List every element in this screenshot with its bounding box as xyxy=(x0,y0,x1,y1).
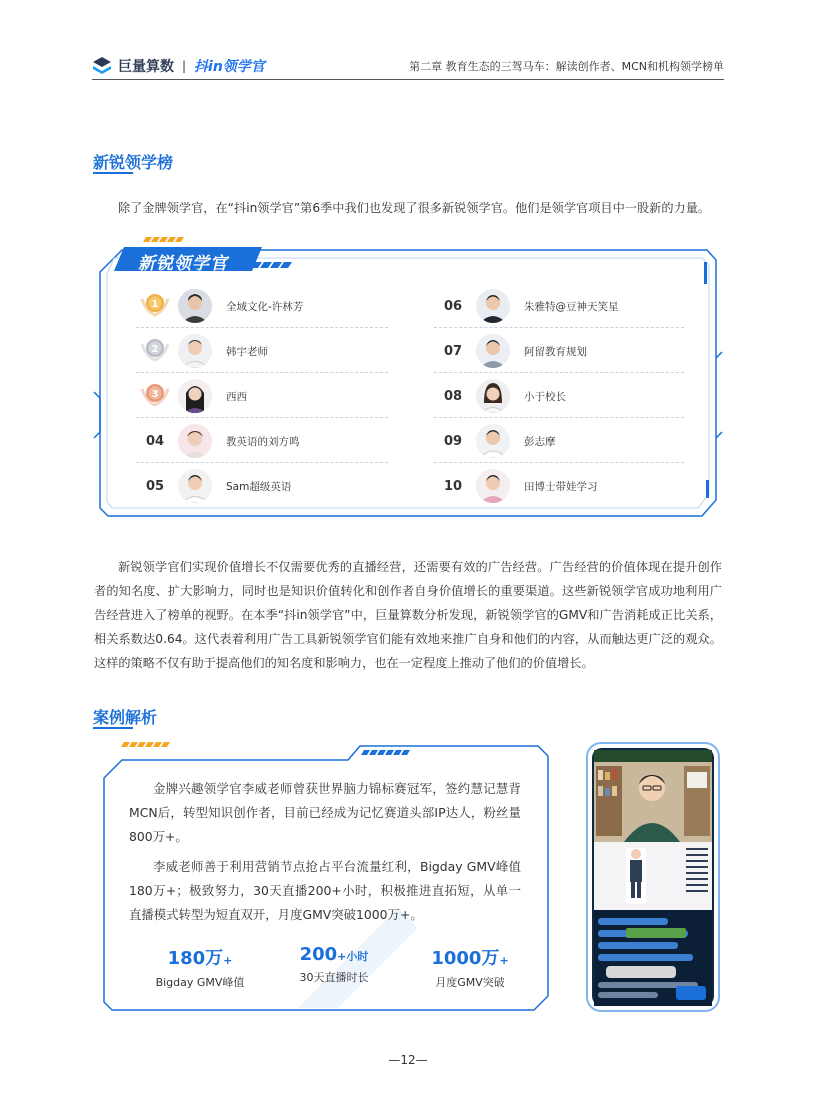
stat-live-hours xyxy=(272,944,396,985)
rank-row-10 xyxy=(434,469,598,503)
body-paragraph: 新锐领学官们实现价值增长不仅需要优秀的直播经营，还需要有效的广告经营。广告经营的价值体现在提升创作者的知名度、扩大影响力，同时也是知识价值转化和创作者自身价值增长的重要渠道。这些新锐领学官成功地利用广告经营进入了榜单的视野。在本季“抖in领学官”中，巨量算数分析发现，新锐领学官的GMV和广告消耗成正比关系，相关系数达0.64。这代表着利用广告工具新锐领学官们能有效地来推广自身和他们的内容，从而触达更广泛的观众。这样的策略不仅有助于提高他们的知名度和影响力，也在一定程度上推动了他们的价值增长。 xyxy=(94,560,722,670)
section-intro: 除了金牌领学官，在“抖in领学官”第6季中我们也发现了很多新锐领学官。他们是领学官项目中一股新的力量。 xyxy=(118,201,711,215)
stat-label: 30天直播时长 xyxy=(299,971,369,984)
row-divider xyxy=(136,417,388,418)
rank-row-3 xyxy=(136,379,247,413)
rank-row-2 xyxy=(136,334,268,368)
svg-text:3: 3 xyxy=(151,389,159,400)
rank-number: 07 xyxy=(443,343,463,359)
row-divider xyxy=(434,462,684,463)
creator-name: 韩宇老师 xyxy=(226,345,268,358)
medal-gold-icon xyxy=(136,289,174,323)
stat-label: 月度GMV突破 xyxy=(435,976,505,989)
brand-name: 巨量算数 xyxy=(118,59,174,75)
stat-value: 1000万+ xyxy=(431,948,509,969)
rank-row-4 xyxy=(136,424,300,458)
creator-name: 小于校长 xyxy=(524,390,566,403)
logo-separator: | xyxy=(182,59,187,73)
page-number: —12— xyxy=(388,1053,428,1067)
rank-row-1 xyxy=(136,289,303,323)
avatar xyxy=(476,469,510,503)
row-divider xyxy=(434,372,684,373)
stat-monthly-gmv xyxy=(408,944,532,990)
rank-row-9 xyxy=(434,424,556,458)
rank-row-5 xyxy=(136,469,291,503)
rank-number: 04 xyxy=(145,433,165,449)
rank-number: 06 xyxy=(443,298,463,314)
row-divider xyxy=(136,327,388,328)
svg-text:2: 2 xyxy=(151,344,159,355)
phone-screenshot-image xyxy=(586,742,720,1012)
creator-name: 西西 xyxy=(226,390,247,403)
creator-name: 教英语的刘方鸣 xyxy=(226,435,300,448)
creator-name: 阿留教育规划 xyxy=(524,345,587,358)
avatar xyxy=(178,469,212,503)
header-logo xyxy=(92,55,265,77)
row-divider xyxy=(434,327,684,328)
creator-name: Sam超级英语 xyxy=(226,480,292,493)
chapter-title: 第二章 教育生态的三驾马车：解读创作者、MCN和机构领学榜单 xyxy=(409,60,724,73)
rank-row-7 xyxy=(434,334,587,368)
stat-value: 200+小时 xyxy=(299,944,369,965)
stat-peak-gmv xyxy=(138,944,262,990)
brand-logo-icon xyxy=(92,56,112,76)
avatar xyxy=(476,289,510,323)
rank-number: 09 xyxy=(443,433,463,449)
avatar xyxy=(178,379,212,413)
avatar xyxy=(476,334,510,368)
case-paragraph-2: 李威老师善于利用营销节点抢占平台流量红利，Bigday GMV峰值180万+；极致努力，30天直播200+小时，积极推进直拓短，从单一直播模式转型为短直双开，月度GMV突破1000万+。 xyxy=(129,859,521,922)
avatar xyxy=(476,424,510,458)
creator-name: 田博士带娃学习 xyxy=(524,480,598,493)
medal-silver-icon xyxy=(136,334,174,368)
board-title: 新锐领学官 xyxy=(138,254,228,274)
creator-name: 彭志摩 xyxy=(524,435,556,448)
svg-text:1: 1 xyxy=(151,299,159,310)
header-divider xyxy=(92,79,724,80)
creator-name: 全域文化-许林芳 xyxy=(226,300,304,313)
section-underline xyxy=(93,172,133,174)
avatar xyxy=(476,379,510,413)
row-divider xyxy=(136,372,388,373)
section-underline xyxy=(93,727,133,729)
row-divider xyxy=(136,462,388,463)
stat-value: 180万+ xyxy=(167,948,233,969)
section-title-case: 案例解析 xyxy=(93,708,158,727)
section-title-new: 新锐领学榜 xyxy=(93,153,174,172)
rank-row-8 xyxy=(434,379,566,413)
avatar xyxy=(178,289,212,323)
rank-number: 08 xyxy=(443,388,463,404)
rank-number: 10 xyxy=(443,478,463,494)
medal-bronze-icon xyxy=(136,379,174,413)
case-paragraph-1: 金牌兴趣领学官李威老师曾获世界脑力锦标赛冠军，签约慧记慧背MCN后，转型知识创作者，目前已经成为记忆赛道头部IP达人，粉丝量800万+。 xyxy=(129,781,521,844)
program-name: 抖in领学官 xyxy=(194,59,265,75)
rank-row-6 xyxy=(434,289,619,323)
avatar xyxy=(178,334,212,368)
creator-name: 朱雅特@豆神天笑星 xyxy=(524,300,619,313)
avatar xyxy=(178,424,212,458)
stat-label: Bigday GMV峰值 xyxy=(155,976,245,989)
row-divider xyxy=(434,417,684,418)
rank-number: 05 xyxy=(145,478,165,494)
